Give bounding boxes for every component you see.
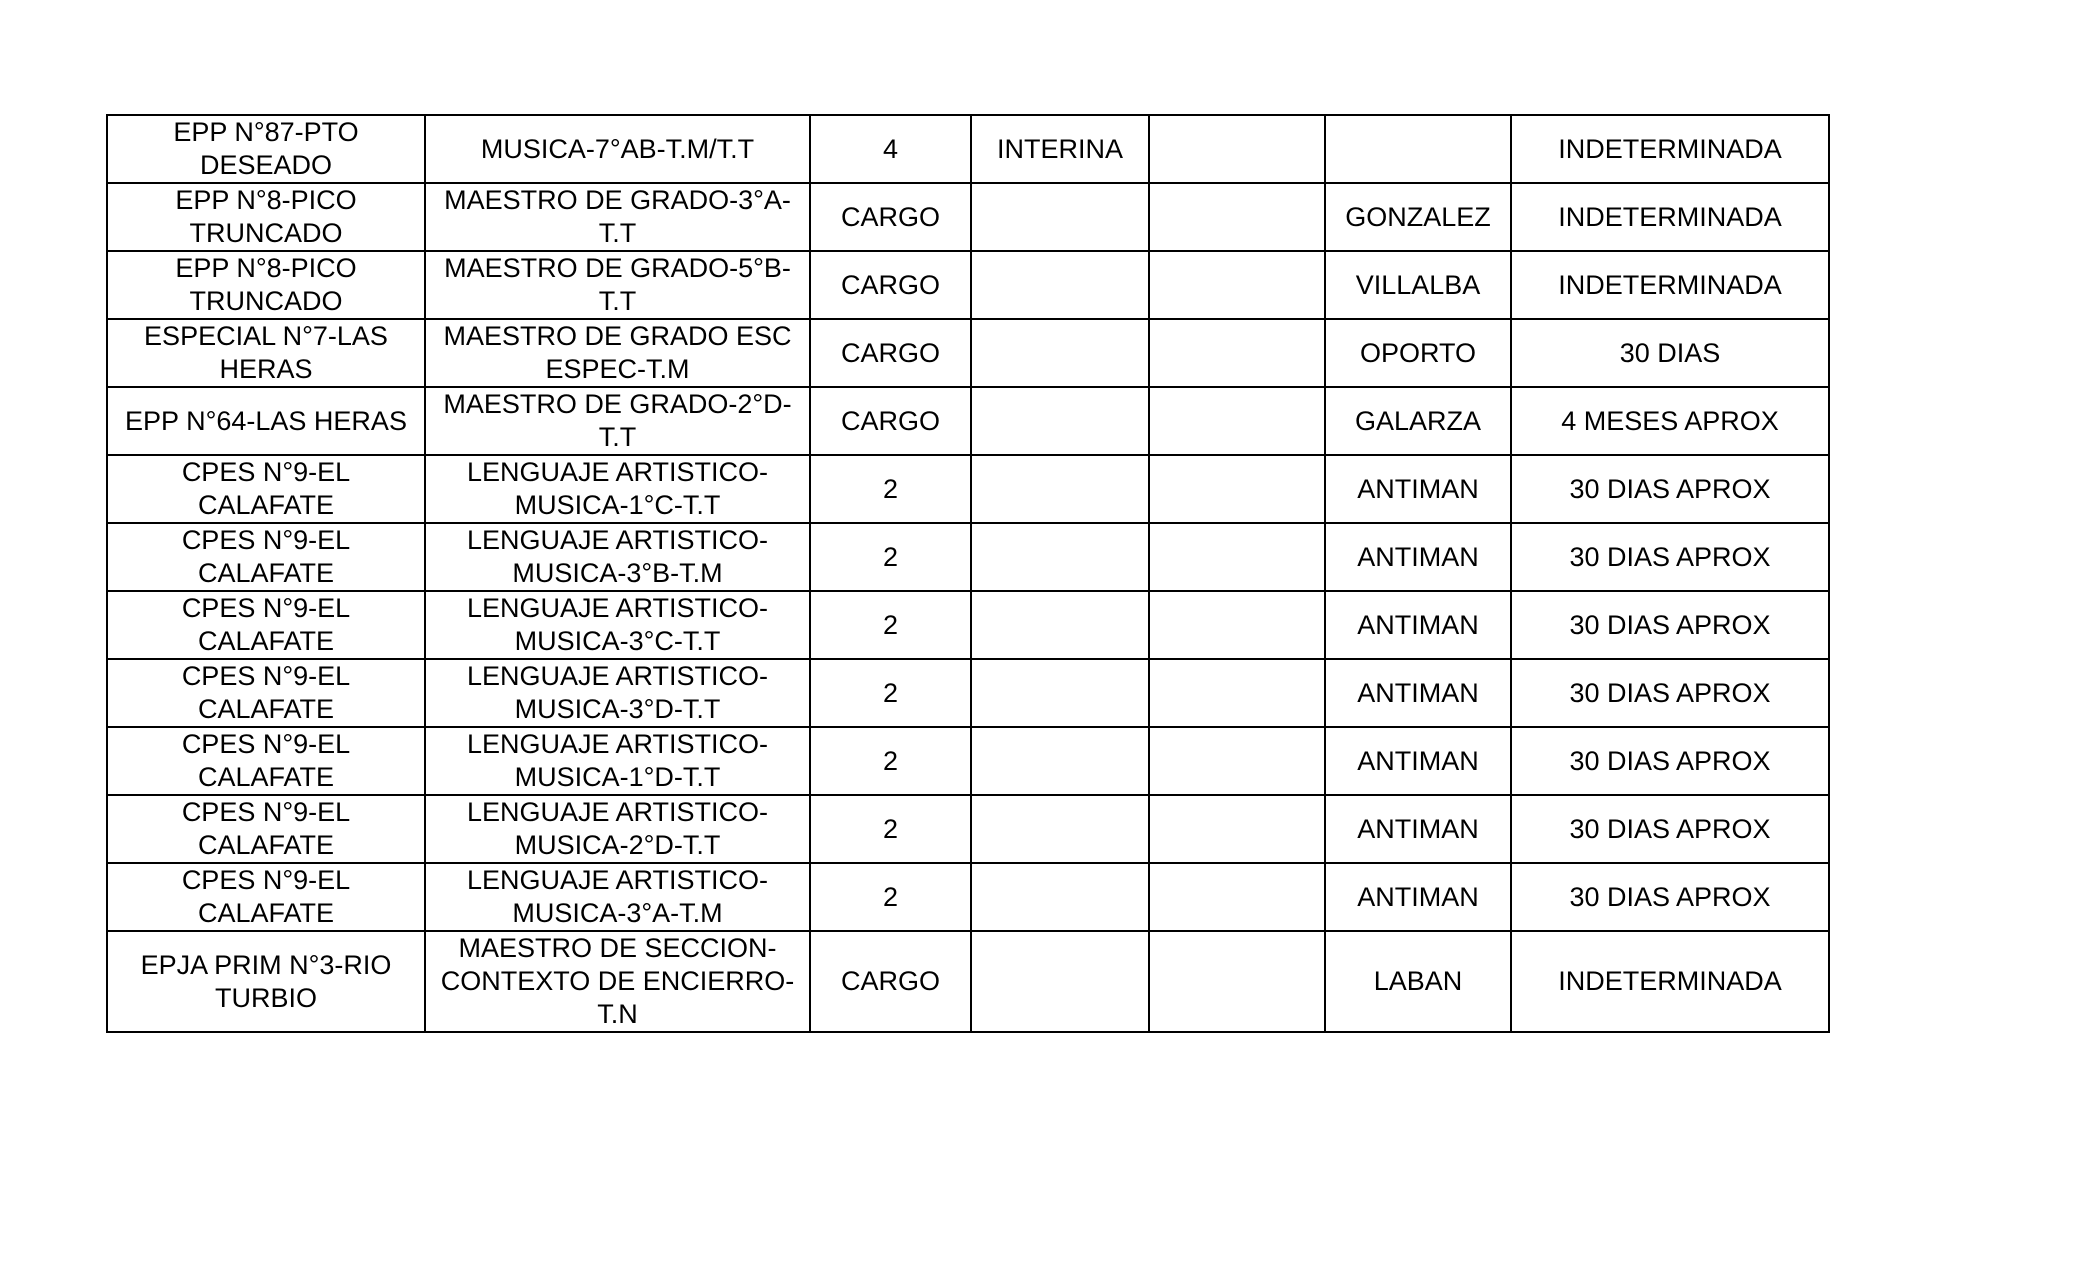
cell-type [971,183,1149,251]
cell-duration: 30 DIAS APROX [1511,727,1829,795]
cell-school: ESPECIAL N°7-LAS HERAS [107,319,425,387]
cell-subject: LENGUAJE ARTISTICO-MUSICA-3°C-T.T [425,591,810,659]
cell-name: ANTIMAN [1325,727,1511,795]
cell-duration: INDETERMINADA [1511,931,1829,1032]
table-row [107,591,1829,659]
cell-name: ANTIMAN [1325,523,1511,591]
cell-hours: 2 [810,795,971,863]
cell-type: INTERINA [971,115,1149,183]
cell-school: CPES N°9-EL CALAFATE [107,659,425,727]
cell-hours: 2 [810,455,971,523]
cell-school: CPES N°9-EL CALAFATE [107,591,425,659]
cell-name: ANTIMAN [1325,863,1511,931]
cell-school: EPP N°8-PICO TRUNCADO [107,183,425,251]
vacancy-table [106,114,1830,1033]
cell-subject: LENGUAJE ARTISTICO-MUSICA-1°D-T.T [425,727,810,795]
cell-school: CPES N°9-EL CALAFATE [107,523,425,591]
cell-duration: 30 DIAS APROX [1511,591,1829,659]
cell-extra [1149,523,1325,591]
cell-duration: 30 DIAS [1511,319,1829,387]
cell-name: GALARZA [1325,387,1511,455]
cell-duration: INDETERMINADA [1511,183,1829,251]
cell-name: VILLALBA [1325,251,1511,319]
cell-extra [1149,795,1325,863]
table-row [107,727,1829,795]
cell-name: LABAN [1325,931,1511,1032]
cell-school: CPES N°9-EL CALAFATE [107,863,425,931]
cell-extra [1149,863,1325,931]
cell-extra [1149,455,1325,523]
cell-type [971,455,1149,523]
cell-hours: 2 [810,863,971,931]
cell-extra [1149,319,1325,387]
cell-school: CPES N°9-EL CALAFATE [107,727,425,795]
cell-extra [1149,387,1325,455]
cell-extra [1149,659,1325,727]
cell-subject: MUSICA-7°AB-T.M/T.T [425,115,810,183]
cell-duration: 30 DIAS APROX [1511,523,1829,591]
cell-name: ANTIMAN [1325,591,1511,659]
cell-subject: MAESTRO DE GRADO-2°D-T.T [425,387,810,455]
cell-name: OPORTO [1325,319,1511,387]
cell-extra [1149,727,1325,795]
cell-duration: 4 MESES APROX [1511,387,1829,455]
cell-type [971,727,1149,795]
cell-extra [1149,115,1325,183]
table-row [107,319,1829,387]
table-row [107,659,1829,727]
cell-subject: MAESTRO DE GRADO-3°A-T.T [425,183,810,251]
cell-hours: 2 [810,523,971,591]
cell-type [971,863,1149,931]
cell-hours: 2 [810,727,971,795]
cell-type [971,251,1149,319]
cell-duration: INDETERMINADA [1511,251,1829,319]
table-row [107,387,1829,455]
cell-school: EPJA PRIM N°3-RIO TURBIO [107,931,425,1032]
cell-subject: MAESTRO DE GRADO-5°B-T.T [425,251,810,319]
cell-school: EPP N°87-PTO DESEADO [107,115,425,183]
cell-school: CPES N°9-EL CALAFATE [107,455,425,523]
table-row [107,455,1829,523]
cell-extra [1149,251,1325,319]
cell-type [971,591,1149,659]
cell-subject: MAESTRO DE GRADO ESC ESPEC-T.M [425,319,810,387]
cell-hours: 2 [810,591,971,659]
table-row [107,795,1829,863]
cell-duration: 30 DIAS APROX [1511,659,1829,727]
cell-hours: CARGO [810,387,971,455]
cell-duration: 30 DIAS APROX [1511,455,1829,523]
cell-type [971,931,1149,1032]
cell-hours: 4 [810,115,971,183]
cell-subject: MAESTRO DE SECCION-CONTEXTO DE ENCIERRO-T.N [425,931,810,1032]
cell-name: ANTIMAN [1325,795,1511,863]
cell-subject: LENGUAJE ARTISTICO-MUSICA-3°D-T.T [425,659,810,727]
cell-name: ANTIMAN [1325,659,1511,727]
cell-name: GONZALEZ [1325,183,1511,251]
cell-school: EPP N°8-PICO TRUNCADO [107,251,425,319]
table-row [107,863,1829,931]
cell-type [971,659,1149,727]
cell-school: EPP N°64-LAS HERAS [107,387,425,455]
cell-hours: CARGO [810,251,971,319]
cell-hours: CARGO [810,319,971,387]
table-row [107,251,1829,319]
table-row [107,183,1829,251]
cell-type [971,319,1149,387]
cell-type [971,795,1149,863]
cell-hours: 2 [810,659,971,727]
cell-name: ANTIMAN [1325,455,1511,523]
cell-duration: 30 DIAS APROX [1511,795,1829,863]
cell-subject: LENGUAJE ARTISTICO-MUSICA-3°B-T.M [425,523,810,591]
table-row [107,523,1829,591]
cell-extra [1149,183,1325,251]
cell-name [1325,115,1511,183]
cell-duration: INDETERMINADA [1511,115,1829,183]
cell-extra [1149,931,1325,1032]
cell-extra [1149,591,1325,659]
cell-subject: LENGUAJE ARTISTICO-MUSICA-3°A-T.M [425,863,810,931]
cell-hours: CARGO [810,183,971,251]
cell-type [971,523,1149,591]
cell-subject: LENGUAJE ARTISTICO-MUSICA-2°D-T.T [425,795,810,863]
cell-school: CPES N°9-EL CALAFATE [107,795,425,863]
cell-type [971,387,1149,455]
table-row [107,931,1829,1032]
cell-subject: LENGUAJE ARTISTICO-MUSICA-1°C-T.T [425,455,810,523]
cell-hours: CARGO [810,931,971,1032]
table-row [107,115,1829,183]
cell-duration: 30 DIAS APROX [1511,863,1829,931]
